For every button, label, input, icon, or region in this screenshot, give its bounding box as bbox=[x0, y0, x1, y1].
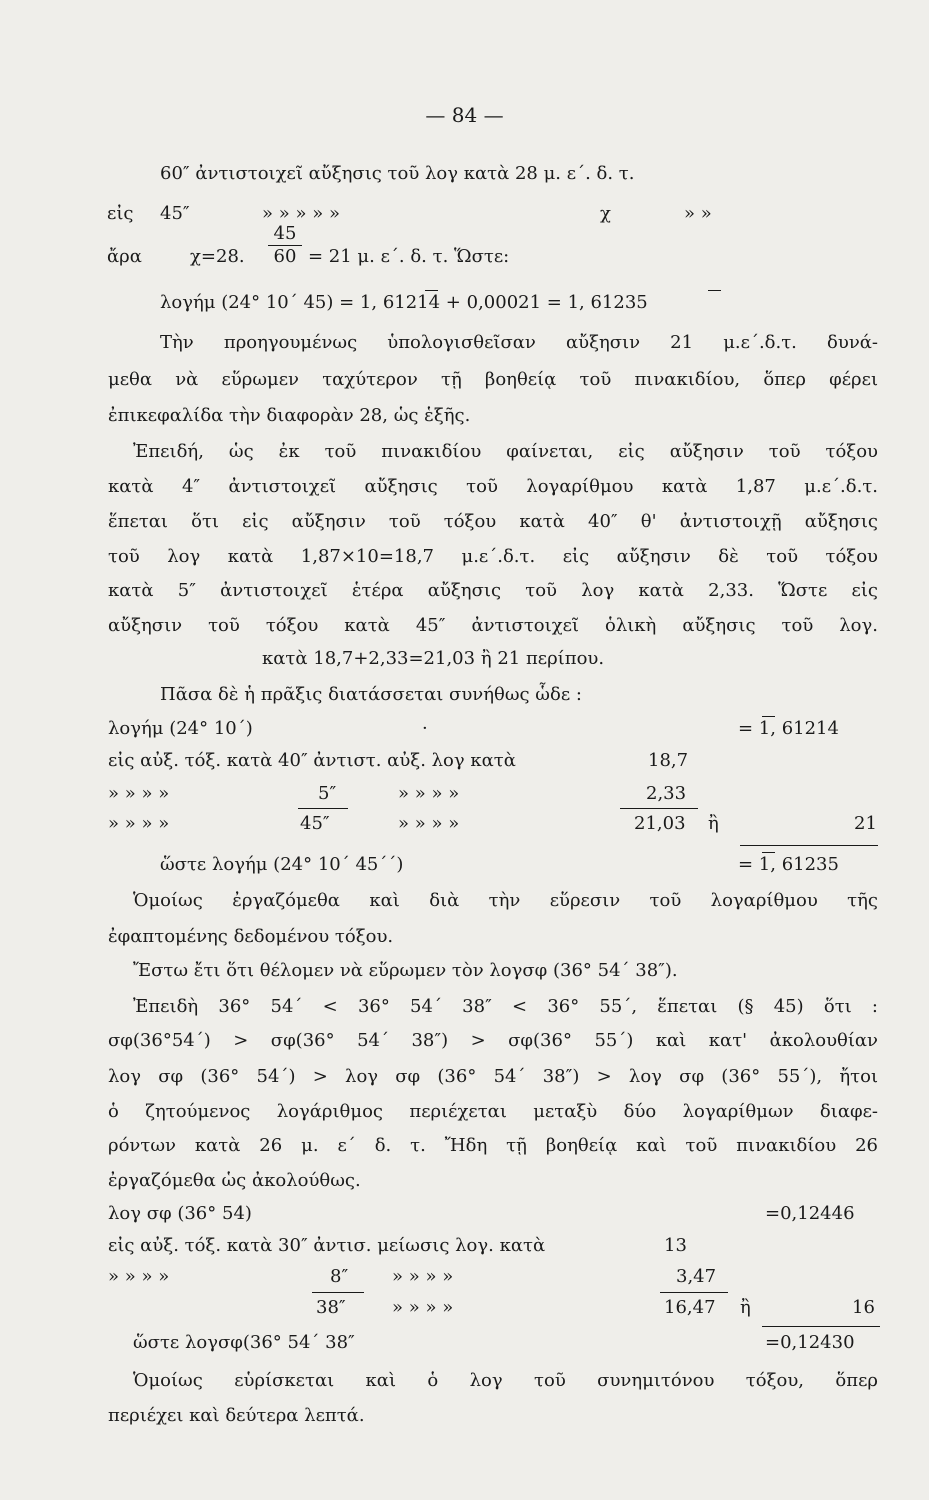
table1-row5-value: = 1, 61235 bbox=[738, 854, 839, 875]
para5-line-4: λογ σφ (36° 54΄) > λογ σφ (36° 54΄ 38″) > λογ σφ (36° 55΄), ἤτοι bbox=[108, 1066, 878, 1087]
intro-line-3-left: χ=28. bbox=[190, 246, 245, 267]
fraction-numerator: 45 bbox=[273, 223, 297, 244]
table2-row3-arc: 8″ bbox=[330, 1266, 349, 1287]
para1-line-1: Τὴν προηγουμένως ὑπολογισθεῖσαν αὔξησιν 21 μ.ε΄.δ.τ. δυνά- bbox=[160, 332, 878, 353]
table1-row4-ditto: » » » » bbox=[398, 813, 460, 834]
intro-line-2-lead: εἰς bbox=[107, 203, 134, 224]
table2-row5-label: ὥστε λογσφ(36° 54΄ 38″ bbox=[133, 1332, 355, 1353]
intro-line-4: λογήμ (24° 10΄ 45) = 1, 61214 + 0,00021 = 1, 61235 bbox=[160, 292, 648, 313]
table1-row2-label: εἰς αὐξ. τόξ. κατὰ 40″ ἀντιστ. αὐξ. λογ κατὰ bbox=[108, 750, 516, 771]
table2-row4-value: 16 bbox=[852, 1297, 875, 1318]
intro-line-3-right: = 21 μ. ε΄. δ. τ. Ὥστε: bbox=[308, 246, 510, 267]
table1-result-rule bbox=[740, 845, 878, 846]
para2-line-3: ἕπεται ὅτι εἰς αὔξησιν τοῦ τόξου κατὰ 40″ θ' ἀντιστοιχῇ αὔξησις bbox=[108, 511, 878, 532]
intro-line-2-chi: χ bbox=[600, 203, 611, 224]
intro-line-2-end: » » bbox=[684, 203, 712, 224]
table2-row5-value: =0,12430 bbox=[765, 1332, 855, 1353]
bar-characteristic bbox=[762, 852, 775, 853]
table2-row1-value: =0,12446 bbox=[765, 1203, 855, 1224]
para2-line-6: αὔξησιν τοῦ τόξου κατὰ 45″ ἀντιστοιχεῖ ὁλικὴ αὔξησις τοῦ λογ. bbox=[108, 615, 878, 636]
table1-row4-lead: » » » » bbox=[108, 813, 170, 834]
table1-row1-value: = 1, 61214 bbox=[738, 718, 839, 739]
para2-line-2: κατὰ 4″ ἀντιστοιχεῖ αὔξησις τοῦ λογαρίθμου κατὰ 1,87 μ.ε΄.δ.τ. bbox=[108, 476, 878, 497]
para5-line-6: ρόντων κατὰ 26 μ. ε΄ δ. τ. Ἤδη τῇ βοηθείᾳ καὶ τοῦ πινακιδίου 26 bbox=[108, 1135, 878, 1156]
table2-row4-arc: 38″ bbox=[316, 1297, 346, 1318]
intro-fraction bbox=[268, 225, 302, 266]
para4-line-2: ἐφαπτομένης δεδομένου τόξου. bbox=[108, 926, 394, 947]
table1-row2-num: 18,7 bbox=[648, 750, 689, 771]
table1-row4-value: 21 bbox=[854, 813, 877, 834]
table2-sum-rule bbox=[312, 1292, 364, 1293]
para2-line-1: Ἐπειδή, ὡς ἐκ τοῦ πινακιδίου φαίνεται, εἰς αὔξησιν τοῦ τόξου bbox=[133, 441, 878, 462]
table2-row1-label: λογ σφ (36° 54) bbox=[108, 1203, 252, 1224]
para3: Πᾶσα δὲ ἡ πρᾶξις διατάσσεται συνήθως ὧδε : bbox=[160, 684, 582, 705]
para5-line-1: Ἔστω ἔτι ὅτι θέλομεν νὰ εὕρωμεν τὸν λογσφ (36° 54΄ 38″). bbox=[133, 960, 678, 981]
table2-row3-ditto: » » » » bbox=[392, 1266, 454, 1287]
para2-line-4: τοῦ λογ κατὰ 1,87×10=18,7 μ.ε΄.δ.τ. εἰς αὔξησιν δὲ τοῦ τόξου bbox=[108, 546, 878, 567]
table1-row3-num: 2,33 bbox=[646, 783, 687, 804]
bar-characteristic bbox=[762, 716, 775, 717]
bar-characteristic bbox=[708, 290, 721, 291]
para5-line-7: ἐργαζόμεθα ὡς ἀκολούθως. bbox=[108, 1170, 361, 1191]
intro-line-3-lead: ἄρα bbox=[107, 246, 142, 267]
para6-line-2: περιέχει καὶ δεύτερα λεπτά. bbox=[108, 1405, 365, 1426]
para2-line-5: κατὰ 5″ ἀντιστοιχεῖ ἑτέρα αὔξησις τοῦ λογ κατὰ 2,33. Ὥστε εἰς bbox=[108, 580, 878, 601]
page-number: — 84 — bbox=[425, 103, 504, 127]
table2-row3-lead: » » » » bbox=[108, 1266, 170, 1287]
table2-row4-num: 16,47 bbox=[664, 1297, 716, 1318]
para2-line-7: κατὰ 18,7+2,33=21,03 ἢ 21 περίπου. bbox=[262, 648, 605, 669]
intro-line-2-ditto: » » » » » bbox=[262, 203, 340, 224]
para6-line-1: Ὁμοίως εὑρίσκεται καὶ ὁ λογ τοῦ συνημιτόνου τόξου, ὅπερ bbox=[133, 1370, 878, 1391]
table2-row2-num: 13 bbox=[664, 1235, 687, 1256]
para4-line-1: Ὁμοίως ἐργαζόμεθα καὶ διὰ τὴν εὕρεσιν τοῦ λογαρίθμου τῆς bbox=[133, 890, 878, 911]
table2-result-rule bbox=[762, 1326, 880, 1327]
table1-row4-arc: 45″ bbox=[300, 813, 330, 834]
table2-row4-ditto: » » » » bbox=[392, 1297, 454, 1318]
table1-sum-rule bbox=[620, 808, 698, 809]
para5-line-2: Ἐπειδὴ 36° 54΄ < 36° 54΄ 38″ < 36° 55΄, ἕπεται (§ 45) ὅτι : bbox=[133, 996, 878, 1017]
para5-line-3: σφ(36°54΄) > σφ(36° 54΄ 38″) > σφ(36° 55΄) καὶ κατ' ἀκολουθίαν bbox=[108, 1030, 878, 1051]
table1-row3-lead: » » » » bbox=[108, 783, 170, 804]
table1-row4-or: ἢ bbox=[708, 813, 719, 834]
table2-sum-rule bbox=[660, 1292, 728, 1293]
bar-characteristic bbox=[425, 290, 438, 291]
table2-row3-num: 3,47 bbox=[676, 1266, 717, 1287]
para1-line-2: μεθα νὰ εὕρωμεν ταχύτερον τῇ βοηθείᾳ τοῦ πινακιδίου, ὅπερ φέρει bbox=[108, 369, 878, 390]
table1-sum-rule bbox=[298, 808, 348, 809]
table2-row4-or: ἢ bbox=[740, 1297, 751, 1318]
table1-row5-label: ὥστε λογήμ (24° 10΄ 45΄΄) bbox=[160, 854, 404, 875]
intro-line-1: 60″ ἀντιστοιχεῖ αὔξησις τοῦ λογ κατὰ 28 μ. ε΄. δ. τ. bbox=[160, 163, 635, 184]
table1-row1-dot: · bbox=[422, 718, 428, 739]
table2-row2-label: εἰς αὐξ. τόξ. κατὰ 30″ ἀντισ. μείωσις λογ. κατὰ bbox=[108, 1235, 546, 1256]
table1-row3-ditto: » » » » bbox=[398, 783, 460, 804]
fraction-denominator: 60 bbox=[273, 246, 297, 267]
intro-line-2-value: 45″ bbox=[160, 203, 190, 224]
para5-line-5: ὁ ζητούμενος λογάριθμος περιέχεται μεταξὺ δύο λογαρίθμων διαφε- bbox=[108, 1101, 878, 1122]
table1-row1-label: λογήμ (24° 10΄) bbox=[108, 718, 253, 739]
para1-line-3: ἐπικεφαλίδα τὴν διαφορὰν 28, ὡς ἑξῆς. bbox=[108, 405, 471, 426]
table1-row4-num: 21,03 bbox=[634, 813, 686, 834]
table1-row3-arc: 5″ bbox=[318, 783, 337, 804]
